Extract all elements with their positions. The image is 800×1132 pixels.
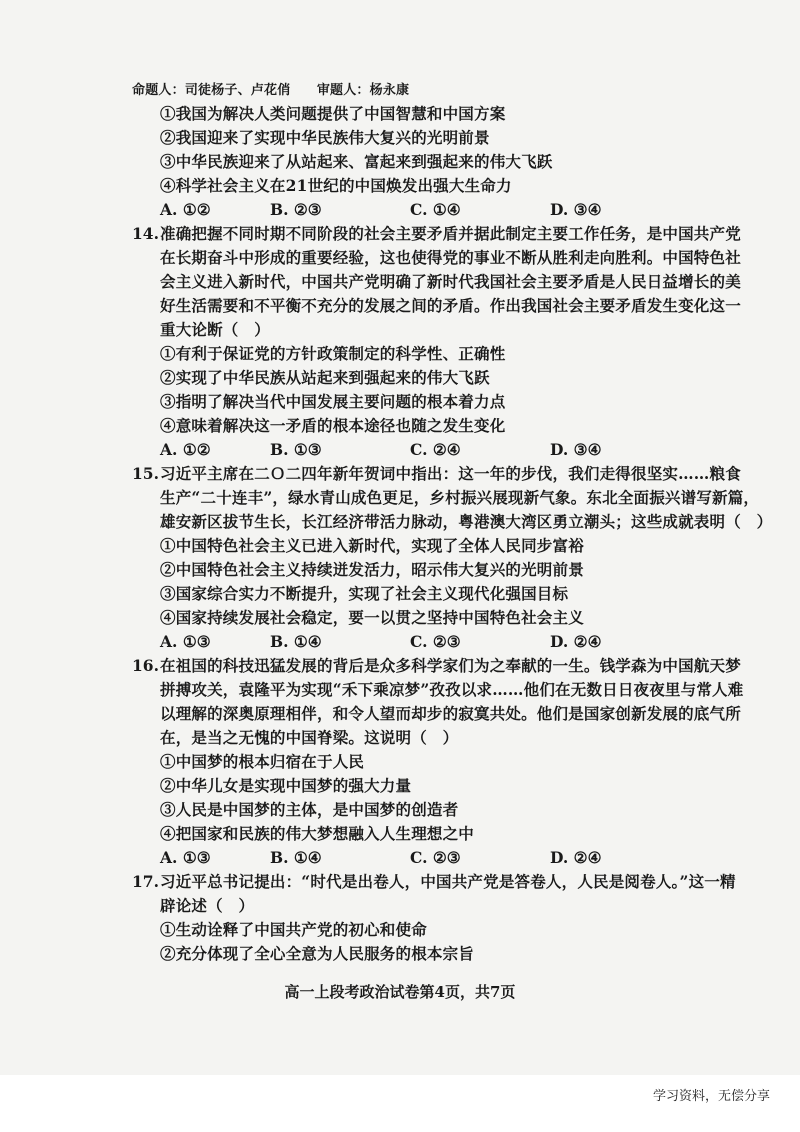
q16-stem-4: 在，是当之无愧的中国脊梁。这说明（ ） xyxy=(160,728,459,747)
page-footer: 高一上段考政治试卷第4页，共7页 xyxy=(284,983,516,1001)
q15-statement-3: ③国家综合实力不断提升，实现了社会主义现代化强国目标 xyxy=(160,584,569,603)
reviewer: 杨永康 xyxy=(369,83,410,98)
q15-statement-4: ④国家持续发展社会稳定，要一以贯之坚持中国特色社会主义 xyxy=(160,608,584,627)
q16-stem-3: 以理解的深奥原理相伴，和令人望而却步的寂寞共处。他们是国家创新发展的底气所 xyxy=(160,704,741,723)
q17-statement-1: ①生动诠释了中国共产党的初心和使命 xyxy=(160,920,427,939)
authors: 司徒杨子、卢花俏 xyxy=(184,83,291,98)
q17-stem-2: 辟论述（ ） xyxy=(160,896,255,915)
q14-statement-3: ③指明了解决当代中国发展主要问题的根本着力点 xyxy=(160,392,506,411)
q16-option-c: C. ②③ xyxy=(410,848,461,867)
q13-statement-2: ②我国迎来了实现中华民族伟大复兴的光明前景 xyxy=(160,128,490,147)
author-line xyxy=(132,81,409,101)
q14-stem-1: 准确把握不同时期不同阶段的社会主要矛盾并据此制定主要工作任务，是中国共产党 xyxy=(160,224,741,243)
q15-number: 15. xyxy=(132,464,159,483)
q13-option-b: B. ②③ xyxy=(270,200,322,219)
q14-stem-4: 好生活需要和不平衡不充分的发展之间的矛盾。作出我国社会主要矛盾发生变化这一 xyxy=(160,296,741,315)
q15-option-c: C. ②③ xyxy=(410,632,461,651)
q15-statement-2: ②中国特色社会主义持续迸发活力，昭示伟大复兴的光明前景 xyxy=(160,560,584,579)
watermark-text: 学习资料，无偿分享 xyxy=(652,1089,770,1104)
q16-statement-3: ③人民是中国梦的主体，是中国梦的创造者 xyxy=(160,800,459,819)
q14-option-b: B. ①③ xyxy=(270,440,322,459)
reviewer-label: 审题人： xyxy=(316,83,370,98)
authors-label: 命题人： xyxy=(132,83,185,98)
q15-statement-1: ①中国特色社会主义已进入新时代，实现了全体人民同步富裕 xyxy=(160,536,584,555)
q16-number: 16. xyxy=(132,656,159,675)
q14-number: 14. xyxy=(132,224,159,243)
q14-stem-2: 在长期奋斗中形成的重要经验，这也使得党的事业不断从胜利走向胜利。中国特色社 xyxy=(160,248,741,267)
q14-option-a: A. ①② xyxy=(160,440,211,459)
q17-stem-1: 习近平总书记提出：“时代是出卷人，中国共产党是答卷人，人民是阅卷人。”这一精 xyxy=(160,872,736,891)
q14-option-d: D. ③④ xyxy=(550,440,602,459)
q15-stem-2: 生产“二十连丰”，绿水青山成色更足，乡村振兴展现新气象。东北全面振兴谱写新篇， xyxy=(160,488,760,507)
q16-stem-2: 拼搏攻关，袁隆平为实现“禾下乘凉梦”孜孜以求……他们在无数日日夜夜里与常人难 xyxy=(160,680,744,699)
q14-statement-1: ①有利于保证党的方针政策制定的科学性、正确性 xyxy=(160,344,506,363)
q13-statement-1: ①我国为解决人类问题提供了中国智慧和中国方案 xyxy=(160,104,506,123)
q15-option-b: B. ①④ xyxy=(270,632,322,651)
q17-statement-2: ②充分体现了全心全意为人民服务的根本宗旨 xyxy=(160,944,475,963)
q16-option-d: D. ②④ xyxy=(550,848,602,867)
q14-option-c: C. ②④ xyxy=(410,440,461,459)
q17-number: 17. xyxy=(132,872,159,891)
q14-stem-5: 重大论断（ ） xyxy=(160,320,270,339)
q13-statement-3: ③中华民族迎来了从站起来、富起来到强起来的伟大飞跃 xyxy=(160,152,553,171)
q13-option-a: A. ①② xyxy=(160,200,211,219)
q15-option-d: D. ②④ xyxy=(550,632,602,651)
q14-statement-4: ④意味着解决这一矛盾的根本途径也随之发生变化 xyxy=(160,416,506,435)
q13-option-c: C. ①④ xyxy=(410,200,461,219)
q16-statement-2: ②中华儿女是实现中国梦的强大力量 xyxy=(160,776,412,795)
q14-stem-3: 会主义进入新时代，中国共产党明确了新时代我国社会主要矛盾是人民日益增长的美 xyxy=(160,272,741,291)
q13-statement-4: ④科学社会主义在21世纪的中国焕发出强大生命力 xyxy=(160,176,512,195)
q16-stem-1: 在祖国的科技迅猛发展的背后是众多科学家们为之奉献的一生。钱学森为中国航天梦 xyxy=(160,656,741,675)
q15-stem-1: 习近平主席在二Ｏ二四年新年贺词中指出：这一年的步伐，我们走得很坚实……粮食 xyxy=(160,464,741,483)
q16-statement-1: ①中国梦的根本归宿在于人民 xyxy=(160,752,365,771)
q15-option-a: A. ①③ xyxy=(160,632,211,651)
q16-option-b: B. ①④ xyxy=(270,848,322,867)
q14-statement-2: ②实现了中华民族从站起来到强起来的伟大飞跃 xyxy=(160,368,490,387)
q16-statement-4: ④把国家和民族的伟大梦想融入人生理想之中 xyxy=(160,824,475,843)
q15-stem-3: 雄安新区拔节生长，长江经济带活力脉动，粤港澳大湾区勇立潮头；这些成就表明（ ） xyxy=(160,512,773,531)
q13-option-d: D. ③④ xyxy=(550,200,602,219)
q16-option-a: A. ①③ xyxy=(160,848,211,867)
